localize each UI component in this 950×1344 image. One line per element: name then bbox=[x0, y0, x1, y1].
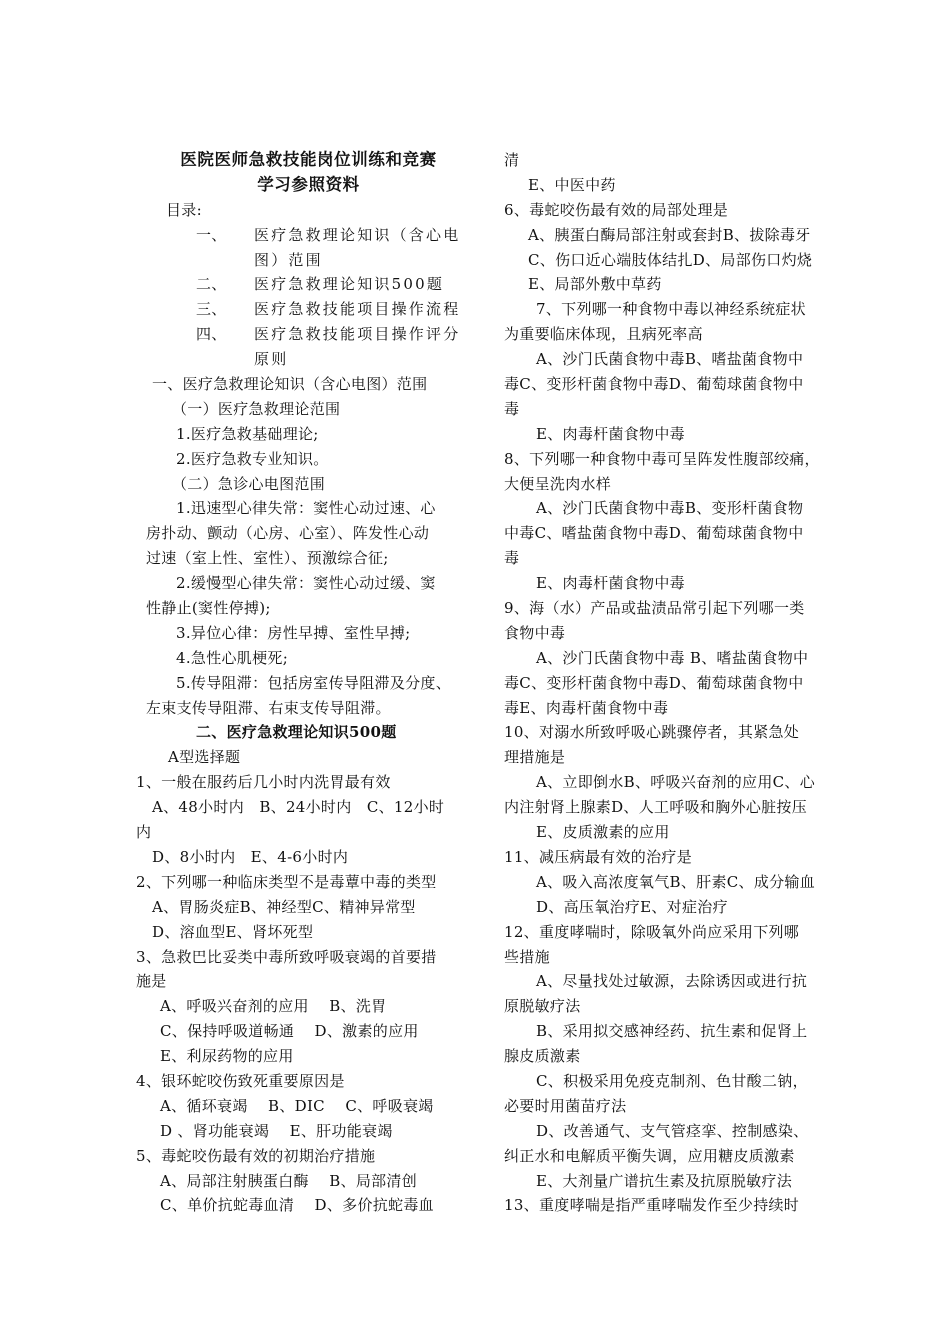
option-line: E、中医中药 bbox=[528, 175, 616, 194]
toc-item-text: 医疗急救理论知识（含心电 bbox=[254, 225, 461, 244]
text-line: 房扑动、颤动（心房、心室）、阵发性心动 bbox=[146, 524, 430, 543]
text-line: 一、医疗急救理论知识（含心电图）范围 bbox=[152, 375, 428, 394]
option-line: 腺皮质激素 bbox=[504, 1047, 581, 1066]
text-line: 5.传导阻滞：包括房室传导阻滞及分度、 bbox=[176, 673, 452, 692]
question-line: 11、减压病最有效的治疗是 bbox=[504, 847, 692, 866]
right-column bbox=[504, 148, 844, 1218]
option-line: D、8小时内 E、4-6小时内 bbox=[152, 847, 349, 866]
toc-item-1 bbox=[136, 223, 481, 248]
toc-item-number: 一、 bbox=[196, 225, 227, 244]
question-line: 6、毒蛇咬伤最有效的局部处理是 bbox=[504, 200, 729, 219]
toc-item-number: 三、 bbox=[196, 300, 227, 319]
toc-label: 目录: bbox=[166, 200, 202, 219]
option-line: A、48小时内 B、24小时内 C、12小时 bbox=[152, 798, 445, 817]
question-line: 13、重度哮喘是指严重哮喘发作至少持续时 bbox=[504, 1196, 800, 1215]
option-line: D、改善通气、支气管痉挛、控制感染、 bbox=[536, 1121, 809, 1140]
option-line: 毒C、变形杆菌食物中毒D、葡萄球菌食物中 bbox=[504, 673, 804, 692]
question-line: 3、急救巴比妥类中毒所致呼吸衰竭的首要措 bbox=[136, 947, 437, 966]
toc-item-text: 医疗急救技能项目操作流程 bbox=[254, 300, 461, 319]
option-line: E、肉毒杆菌食物中毒 bbox=[536, 424, 685, 443]
option-line: 清 bbox=[504, 151, 520, 169]
text-line: 4.急性心肌梗死; bbox=[176, 648, 289, 667]
toc-item-text: 医疗急救技能项目操作评分 bbox=[254, 325, 461, 344]
option-line: A、立即倒水B、呼吸兴奋剂的应用C、心 bbox=[536, 773, 816, 792]
toc-item-text: 医疗急救理论知识500题 bbox=[254, 275, 445, 294]
option-line: C、伤口近心端肢体结扎D、局部伤口灼烧 bbox=[528, 250, 813, 269]
question-line: 5、毒蛇咬伤最有效的初期治疗措施 bbox=[136, 1146, 376, 1165]
option-line: A、沙门氏菌食物中毒B、变形杆菌食物 bbox=[536, 499, 804, 518]
question-line: 些措施 bbox=[504, 947, 550, 966]
option-line: D 、肾功能衰竭 E、肝功能衰竭 bbox=[160, 1121, 393, 1140]
question-line: 大便呈洗肉水样 bbox=[504, 474, 612, 493]
option-line: 内注射肾上腺素D、人工呼吸和胸外心脏按压 bbox=[504, 798, 808, 817]
option-line: D、溶血型E、肾坏死型 bbox=[152, 922, 314, 941]
option-line: A、胃肠炎症B、神经型C、精神异常型 bbox=[152, 897, 416, 916]
text-line: A型选择题 bbox=[168, 748, 241, 767]
section-heading: 二、医疗急救理论知识500题 bbox=[196, 723, 397, 742]
option-line: C、单价抗蛇毒血清 D、多价抗蛇毒血 bbox=[160, 1196, 434, 1215]
text-line: 2.医疗急救专业知识。 bbox=[176, 449, 329, 468]
option-line: A、呼吸兴奋剂的应用 B、洗胃 bbox=[160, 997, 387, 1016]
question-line: 10、对溺水所致呼吸心跳骤停者，其紧急处 bbox=[504, 723, 800, 742]
question-line: 12、重度哮喘时，除吸氧外尚应采用下列哪 bbox=[504, 922, 800, 941]
option-line: 毒 bbox=[504, 549, 520, 568]
text-line: 性静止(窦性停搏); bbox=[146, 599, 271, 618]
question-line: 食物中毒 bbox=[504, 623, 566, 642]
question-line: 为重要临床体现，且病死率高 bbox=[504, 325, 703, 344]
text-line: （二）急诊心电图范围 bbox=[172, 474, 326, 493]
option-line: 毒 bbox=[504, 399, 520, 418]
toc-item-number: 二、 bbox=[196, 275, 227, 294]
option-line: 中毒C、嗜盐菌食物中毒D、葡萄球菌食物中 bbox=[504, 524, 804, 543]
text-line: 1.医疗急救基础理论; bbox=[176, 424, 319, 443]
option-line: A、吸入高浓度氧气B、肝素C、成分输血 bbox=[536, 872, 816, 891]
text-line: 1.迅速型心律失常：窦性心动过速、心 bbox=[176, 499, 436, 518]
option-line: A、沙门氏菌食物中毒 B、嗜盐菌食物中 bbox=[536, 648, 809, 667]
option-line: E、肉毒杆菌食物中毒 bbox=[536, 574, 685, 593]
question-line: 9、海（水）产品或盐渍品常引起下列哪一类 bbox=[504, 599, 805, 618]
question-line: 8、下列哪一种食物中毒可呈阵发性腹部绞痛， bbox=[504, 449, 820, 468]
toc-item-1-cont bbox=[136, 248, 481, 273]
toc-item-text: 图）范围 bbox=[254, 250, 323, 269]
option-line: A、胰蛋白酶局部注射或套封B、拔除毒牙 bbox=[528, 225, 811, 244]
text-line: 左束支传导阻滞、右束支传导阻滞。 bbox=[146, 698, 391, 717]
toc-item-4 bbox=[136, 322, 481, 347]
question-line: 2、下列哪一种临床类型不是毒蕈中毒的类型 bbox=[136, 872, 437, 891]
option-line: A、尽量找处过敏源，去除诱因或进行抗 bbox=[536, 972, 808, 991]
option-line: A、局部注射胰蛋白酶 B、局部清创 bbox=[160, 1171, 418, 1190]
toc-item-3 bbox=[136, 297, 481, 322]
toc-item-2 bbox=[136, 272, 481, 297]
question-line: 理措施是 bbox=[504, 748, 566, 767]
option-line: C、保持呼吸道畅通 D、激素的应用 bbox=[160, 1022, 419, 1041]
option-line: E、皮质激素的应用 bbox=[536, 823, 670, 842]
option-line: C、积极采用免疫克制剂、色甘酸二钠， bbox=[536, 1071, 808, 1090]
question-line: 1、一般在服药后几小时内洗胃最有效 bbox=[136, 773, 391, 792]
option-line: A、循环衰竭 B、DIC C、呼吸衰竭 bbox=[160, 1096, 434, 1115]
option-line: 原脱敏疗法 bbox=[504, 997, 581, 1016]
option-line: 内 bbox=[136, 823, 152, 842]
option-line: 毒C、变形杆菌食物中毒D、葡萄球菌食物中 bbox=[504, 375, 804, 394]
document-title: 医院医师急救技能岗位训练和竞赛 bbox=[180, 150, 437, 169]
option-line: E、大剂量广谱抗生素及抗原脱敏疗法 bbox=[536, 1171, 793, 1190]
text-line: （一）医疗急救理论范围 bbox=[172, 399, 341, 418]
text-line: 2.缓慢型心律失常：窦性心动过缓、窦 bbox=[176, 574, 436, 593]
document-subtitle: 学习参照资料 bbox=[257, 174, 360, 194]
question-line: 4、银环蛇咬伤致死重要原因是 bbox=[136, 1071, 345, 1090]
option-line: D、高压氧治疗E、对症治疗 bbox=[536, 897, 728, 916]
text-line: 3.异位心律：房性早搏、室性早搏; bbox=[176, 623, 411, 642]
option-line: A、沙门氏菌食物中毒B、嗜盐菌食物中 bbox=[536, 350, 804, 369]
option-line: E、局部外敷中草药 bbox=[528, 275, 662, 294]
question-line: 施是 bbox=[136, 972, 167, 991]
option-line: 毒E、肉毒杆菌食物中毒 bbox=[504, 698, 669, 717]
option-line: B、采用拟交感神经药、抗生素和促肾上 bbox=[536, 1022, 808, 1041]
question-line: 7、下列哪一种食物中毒以神经系统症状 bbox=[536, 300, 806, 319]
toc-item-number: 四、 bbox=[196, 325, 227, 344]
toc-item-text: 原则 bbox=[254, 350, 289, 369]
option-line: E、利尿药物的应用 bbox=[160, 1047, 294, 1066]
toc-item-4-cont bbox=[136, 347, 481, 372]
option-line: 纠正水和电解质平衡失调，应用糖皮质激素 bbox=[504, 1146, 795, 1165]
text-line: 过速（室上性、室性）、预激综合征; bbox=[146, 549, 389, 568]
option-line: 必要时用菌苗疗法 bbox=[504, 1096, 627, 1115]
left-column bbox=[136, 148, 481, 1218]
